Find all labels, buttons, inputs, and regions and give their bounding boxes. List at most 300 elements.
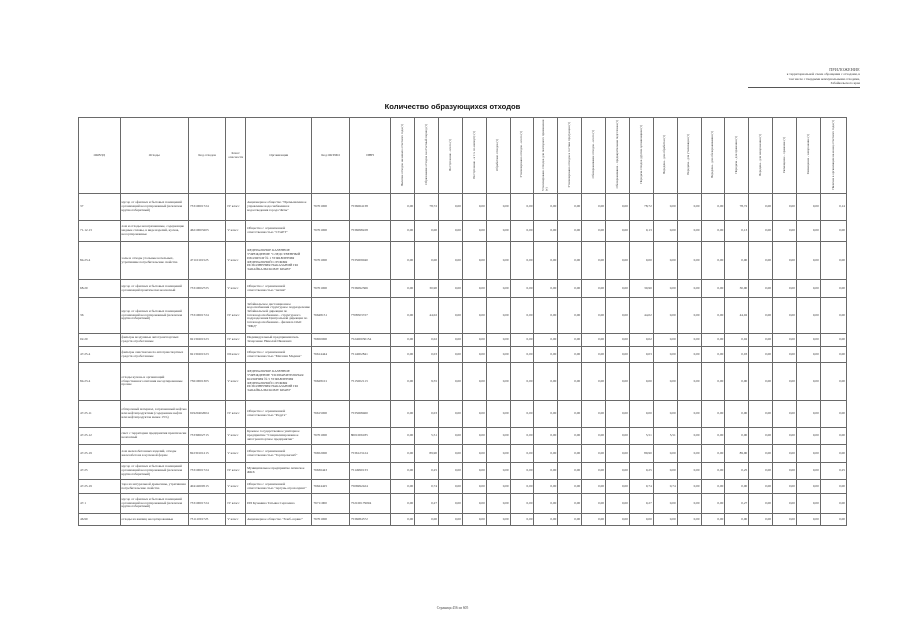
table-cell: 0,00: [391, 480, 415, 494]
table-cell: 0,00: [558, 280, 582, 298]
table-row: [79, 280, 847, 298]
column-header-label: Передача - для обезвреживания (т): [710, 131, 715, 179]
table-cell: IV класс: [226, 463, 246, 480]
table-cell: 0,74: [415, 480, 439, 494]
table-cell: 76711000: [312, 494, 349, 514]
table-cell: 47.25.19: [79, 445, 121, 463]
table-cell: 0,00: [582, 514, 606, 526]
table-cell: 0,00: [534, 298, 558, 334]
table-cell: 0,00: [486, 514, 510, 526]
table-cell: 0,00: [510, 334, 534, 347]
table-cell: 89,90: [415, 445, 439, 463]
table-cell: ИП Кузьмина Татьяна Сергеевна: [246, 494, 312, 514]
table-cell: 0,00: [391, 445, 415, 463]
table-cell: 0,00: [773, 463, 797, 480]
table-cell: 0,00: [391, 347, 415, 363]
table-cell: 0,00: [701, 480, 725, 494]
table-cell: 0,13: [725, 221, 749, 242]
table-cell: 0,00: [820, 334, 846, 347]
column-header: Отходы: [120, 118, 188, 194]
table-cell: 0,00: [606, 494, 630, 514]
table-cell: 0,00: [725, 242, 749, 280]
column-header-label: Наличие в организации на конец отчетного года (т): [830, 119, 835, 190]
table-cell: 0,00: [606, 428, 630, 445]
table-cell: 0,00: [653, 242, 677, 280]
table-cell: 76701000: [312, 194, 349, 221]
table-cell: 0,00: [415, 514, 439, 526]
table-cell: 0,02: [415, 334, 439, 347]
table-cell: 0,00: [773, 480, 797, 494]
table-cell: 0,00: [462, 347, 486, 363]
table-cell: 0,00: [749, 280, 773, 298]
appendix-rule: [748, 87, 860, 88]
table-cell: 47110101525: [188, 242, 225, 280]
table-cell: 0,00: [462, 280, 486, 298]
column-header: ОКВЭД: [79, 118, 121, 194]
column-header: [606, 118, 630, 194]
table-cell: 0,00: [725, 480, 749, 494]
table-cell: 7514990133: [349, 463, 391, 480]
table-cell: 0,00: [582, 401, 606, 428]
table-cell: 47.25.11: [79, 401, 121, 428]
table-cell: 73310001724: [188, 298, 225, 334]
table-row: [79, 463, 847, 480]
table-cell: 30,90: [415, 280, 439, 298]
table-cell: V класс: [226, 221, 246, 242]
column-header: [796, 118, 820, 194]
table-cell: 0,00: [510, 445, 534, 463]
table-cell: 0,00: [606, 298, 630, 334]
table-cell: мусор от офисных и бытовых помещений организаций несортированный (исключая крупногабаритный): [120, 298, 188, 334]
table-cell: 0,00: [558, 463, 582, 480]
table-cell: 0,00: [582, 242, 606, 280]
table-cell: 0,00: [582, 347, 606, 363]
table-cell: 0,00: [558, 334, 582, 347]
table-cell: 0,00: [558, 428, 582, 445]
table-cell: 0,00: [796, 194, 820, 221]
table-cell: 89,90: [629, 445, 653, 463]
table-cell: 0,00: [796, 401, 820, 428]
table-cell: 82230101215: [188, 445, 225, 463]
table-cell: 76624425: [312, 480, 349, 494]
column-header: [510, 118, 534, 194]
table-cell: 0,00: [391, 363, 415, 401]
table-cell: 0,00: [796, 463, 820, 480]
table-cell: 7536084572: [349, 514, 391, 526]
table-cell: смет с территории предприятия практически неопасный: [120, 428, 188, 445]
table-cell: 0,00: [534, 494, 558, 514]
table-cell: 0,25: [629, 463, 653, 480]
table-cell: IV класс: [226, 334, 246, 347]
table-cell: 0,00: [606, 514, 630, 526]
table-row: [79, 480, 847, 494]
table-cell: V класс: [226, 242, 246, 280]
table-cell: 92130201523: [188, 347, 225, 363]
table-cell: 0,00: [486, 334, 510, 347]
table-cell: 73310001724: [188, 494, 225, 514]
table-cell: 0,00: [462, 194, 486, 221]
table-cell: 0,00: [462, 221, 486, 242]
table-cell: 0,00: [462, 363, 486, 401]
table-cell: 0,00: [606, 221, 630, 242]
table-cell: 91920402604: [188, 401, 225, 428]
table-cell: 0,00: [653, 334, 677, 347]
table-cell: 0,00: [558, 347, 582, 363]
table-cell: 0,00: [629, 514, 653, 526]
table-cell: 0,00: [677, 194, 701, 221]
column-header-label: Утилизировано отходов для повторного применения (т): [541, 119, 549, 191]
table-cell: 7536092366: [349, 280, 391, 298]
table-cell: 0,00: [701, 514, 725, 526]
table-cell: 0,00: [820, 480, 846, 494]
table-cell: 0,00: [701, 428, 725, 445]
column-header: [534, 118, 558, 194]
table-cell: 0,00: [486, 363, 510, 401]
table-cell: 0,00: [534, 334, 558, 347]
table-cell: 76701000: [312, 428, 349, 445]
table-cell: 0,00: [701, 298, 725, 334]
table-cell: 0,00: [796, 221, 820, 242]
table-cell: 0,00: [510, 194, 534, 221]
table-cell: 0,00: [749, 334, 773, 347]
table-cell: 0,03: [725, 347, 749, 363]
column-header-label: Утилизировано отходов - всего (т): [519, 131, 524, 178]
table-cell: 0,00: [558, 514, 582, 526]
table-cell: 78,72: [415, 194, 439, 221]
table-cell: 0,00: [439, 221, 463, 242]
table-cell: 0,00: [677, 347, 701, 363]
table-cell: 0,00: [749, 514, 773, 526]
table-cell: 0,00: [820, 347, 846, 363]
table-cell: 0,00: [582, 280, 606, 298]
table-cell: 7535068460: [349, 401, 391, 428]
table-cell: 0,00: [701, 363, 725, 401]
column-header: [462, 118, 486, 194]
table-cell: Акционерное общество "Промышленное управление водоснабжения и водоотведения города Читы": [246, 194, 312, 221]
table-cell: 0,00: [582, 463, 606, 480]
column-header: Класс опасности: [226, 118, 246, 194]
table-cell: 76650000: [312, 334, 349, 347]
table-cell: 76701000: [312, 280, 349, 298]
table-cell: 0,00: [653, 221, 677, 242]
table-cell: 0,00: [701, 445, 725, 463]
table-cell: 0,00: [486, 194, 510, 221]
table-cell: 0,00: [677, 463, 701, 480]
table-cell: 0,00: [486, 401, 510, 428]
table-cell: ФЕДЕРАЛЬНОЕ КАЗЕННОЕ УЧРЕЖДЕНИЕ "ИСПРАВИТЕЛЬНАЯ КОЛОНИЯ № 5 УПРАВЛЕНИЯ ФЕДЕРАЛЬНОЙ СЛУЖБЫ ИСПОЛНЕНИЯ НАКАЗАНИЙ ПО ЗАБАЙКАЛЬСКОМУ КРАЮ": [246, 363, 312, 401]
table-cell: мусор от офисных и бытовых помещений организаций несортированный (исключая крупногабаритный): [120, 194, 188, 221]
table-cell: 0,00: [391, 401, 415, 428]
table-cell: 0,00: [796, 363, 820, 401]
column-header-label: Утилизировано отходов в составе продукции (т): [566, 121, 571, 188]
table-cell: 0,00: [725, 514, 749, 526]
table-cell: 76636443: [312, 463, 349, 480]
table-cell: III класс: [226, 347, 246, 363]
table-cell: 0,00: [582, 298, 606, 334]
table-cell: 0,00: [677, 401, 701, 428]
table-cell: 0,00: [653, 445, 677, 463]
table-cell: 0,00: [606, 363, 630, 401]
table-cell: 0,00: [606, 347, 630, 363]
table-cell: 0,00: [439, 334, 463, 347]
column-header-label: Размещение - захоронение (т): [805, 134, 810, 175]
table-cell: 36: [79, 298, 121, 334]
table-cell: 84.23.4: [79, 363, 121, 401]
table-cell: 0,00: [677, 480, 701, 494]
table-cell: 0,00: [725, 428, 749, 445]
column-header: [773, 118, 797, 194]
table-cell: 30,90: [629, 280, 653, 298]
table-cell: 5,51: [629, 428, 653, 445]
table-cell: 0,03: [629, 347, 653, 363]
table-cell: 76701000: [312, 242, 349, 280]
table-cell: лом и отходы незагрязненные, содержащие медные сплавы, в виде изделий, кусков, несортированные: [120, 221, 188, 242]
table-cell: 0,00: [749, 445, 773, 463]
table-row: [79, 347, 847, 363]
table-cell: 0,00: [629, 242, 653, 280]
table-cell: 0,27: [629, 494, 653, 514]
table-cell: Муниципальное предприятие Агинское ЖКХ: [246, 463, 312, 480]
table-cell: 0,00: [773, 445, 797, 463]
table-cell: Общество с ограниченной ответственностью "Торгпромснаб": [246, 445, 312, 463]
table-cell: Общество с ограниченной ответственностью "Радуга": [246, 401, 312, 428]
table-cell: 0,00: [749, 298, 773, 334]
table-cell: 0,00: [462, 514, 486, 526]
table-cell: 0,00: [677, 445, 701, 463]
page-footer: Страница 456 из 605: [436, 606, 469, 610]
table-cell: 0,03: [415, 347, 439, 363]
table-cell: 0,00: [796, 334, 820, 347]
table-cell: 0,00: [773, 363, 797, 401]
table-cell: 7535009040: [349, 242, 391, 280]
table-cell: 0,00: [415, 242, 439, 280]
table-cell: 0,00: [534, 363, 558, 401]
appendix-line: том числе с твердыми коммунальными отходами,: [788, 76, 860, 81]
column-header-label: Обезвреживание отходов - всего (т): [590, 130, 595, 179]
table-cell: 78,72: [629, 194, 653, 221]
table-cell: Общество с ограниченной ответственностью "Магазин Мадина": [246, 347, 312, 363]
table-cell: отходы из жилищ несортированные: [120, 514, 188, 526]
column-header: [701, 118, 725, 194]
table-cell: 8001006185: [349, 428, 391, 445]
table-cell: 0,00: [439, 194, 463, 221]
table-cell: 0,00: [677, 363, 701, 401]
table-cell: 0,00: [773, 242, 797, 280]
table-cell: тара из натуральной древесины, утратившая потребительские свойства: [120, 480, 188, 494]
appendix-title: ПРИЛОЖЕНИЕ: [829, 67, 860, 72]
table-cell: 0,00: [462, 480, 486, 494]
table-cell: 0,00: [486, 480, 510, 494]
table-cell: V класс: [226, 428, 246, 445]
column-header: [653, 118, 677, 194]
table-cell: 0,02: [629, 334, 653, 347]
table-cell: 0,00: [439, 445, 463, 463]
table-cell: 0,74: [629, 480, 653, 494]
table-cell: 0,00: [391, 194, 415, 221]
table-cell: мусор от офисных и бытовых помещений организаций практически неопасный: [120, 280, 188, 298]
table-cell: 0,00: [773, 514, 797, 526]
table-cell: 76648151: [312, 298, 349, 334]
table-cell: 0,00: [486, 428, 510, 445]
column-header-label: Передача - для утилизации (т): [686, 134, 691, 176]
table-cell: 68.20: [79, 280, 121, 298]
table-cell: мусор от офисных и бытовых помещений организаций несортированный (исключая крупногабаритный): [120, 463, 188, 480]
table-cell: 0,00: [462, 463, 486, 480]
table-cell: 0,00: [439, 401, 463, 428]
table-cell: 7506992424: [349, 480, 391, 494]
table-cell: 0,00: [486, 463, 510, 480]
table-cell: 0,00: [534, 347, 558, 363]
table-cell: 0,00: [558, 298, 582, 334]
table-cell: 0,00: [701, 221, 725, 242]
table-cell: 0,00: [653, 463, 677, 480]
table-cell: 0,14: [820, 194, 846, 221]
appendix-line: к территориальной схеме обращения с отходами, в: [786, 72, 860, 77]
table-cell: мусор от офисных и бытовых помещений организаций несортированный (исключая крупногабаритный): [120, 494, 188, 514]
table-cell: 0,00: [582, 194, 606, 221]
table-cell: 73310001724: [188, 194, 225, 221]
table-cell: 02.20: [79, 334, 121, 347]
table-cell: 0,00: [677, 514, 701, 526]
table-cell: 0,00: [701, 401, 725, 428]
table-cell: 0,00: [606, 463, 630, 480]
table-cell: 0,00: [677, 280, 701, 298]
table-cell: 0,27: [725, 494, 749, 514]
table-cell: 73111001725: [188, 514, 225, 526]
table-cell: 76701000: [312, 514, 349, 526]
table-cell: 0,00: [558, 194, 582, 221]
table-row: [79, 363, 847, 401]
table-cell: 0,00: [510, 242, 534, 280]
table-cell: 5,51: [653, 428, 677, 445]
table-cell: 78,72: [725, 194, 749, 221]
appendix-line: Забайкальского края: [830, 80, 860, 85]
table-cell: 0,00: [439, 298, 463, 334]
table-cell: 30,90: [725, 280, 749, 298]
table-cell: 0,00: [534, 445, 558, 463]
table-cell: 0,00: [773, 494, 797, 514]
table-cell: 0,00: [558, 363, 582, 401]
column-header: Код ОКТМО: [312, 118, 349, 194]
table-cell: 0,00: [749, 221, 773, 242]
column-header-label: Образование отходов за отчетный период (т): [423, 124, 428, 186]
table-cell: 71.12.13: [79, 221, 121, 242]
table-cell: V класс: [226, 445, 246, 463]
column-header: Код отходов: [188, 118, 225, 194]
table-row: [79, 298, 847, 334]
table-cell: 0,00: [510, 494, 534, 514]
table-cell: 0,27: [415, 494, 439, 514]
table-cell: 0,00: [510, 347, 534, 363]
table-row: [79, 242, 847, 280]
table-cell: 0,00: [415, 221, 439, 242]
table-cell: 0,00: [391, 334, 415, 347]
table-cell: 0,00: [391, 494, 415, 514]
table-row: [79, 221, 847, 242]
table-cell: 0,00: [677, 334, 701, 347]
table-cell: 0,00: [391, 280, 415, 298]
table-cell: 0,00: [653, 401, 677, 428]
table-cell: 0,00: [820, 221, 846, 242]
table-cell: 0,00: [534, 280, 558, 298]
table-cell: 0,00: [558, 494, 582, 514]
table-cell: 0,00: [773, 334, 797, 347]
table-cell: 0,00: [606, 480, 630, 494]
table-cell: 0,00: [677, 242, 701, 280]
table-cell: 0,00: [462, 298, 486, 334]
column-header: ИНН: [349, 118, 391, 194]
table-cell: 0,00: [486, 494, 510, 514]
table-cell: 73310002725: [188, 280, 225, 298]
table-cell: 0,00: [439, 428, 463, 445]
table-cell: 47.25.4: [79, 347, 121, 363]
table-cell: 0,00: [820, 401, 846, 428]
table-cell: 0,00: [462, 242, 486, 280]
table-cell: 44,02: [725, 298, 749, 334]
column-header-label: Передача - для обработки (т): [662, 135, 667, 175]
table-cell: Общество с ограниченной ответственностью "Аргунь-агрохолдинг": [246, 480, 312, 494]
table-cell: 7708503727: [349, 298, 391, 334]
column-header: [558, 118, 582, 194]
table-cell: 0,00: [701, 194, 725, 221]
table-cell: 0,00: [773, 401, 797, 428]
table-cell: 0,25: [725, 463, 749, 480]
table-cell: фильтры очистки масла автотранспортных средств отработанные: [120, 347, 188, 363]
table-cell: 0,03: [415, 401, 439, 428]
table-cell: 0,00: [749, 363, 773, 401]
table-cell: IV класс: [226, 298, 246, 334]
table-cell: 0,00: [582, 334, 606, 347]
table-cell: 0,00: [391, 242, 415, 280]
table-cell: 0,00: [462, 401, 486, 428]
table-cell: Акционерное общество "Хлеб-сервис": [246, 514, 312, 526]
table-cell: IV класс: [226, 194, 246, 221]
table-cell: 0,00: [701, 242, 725, 280]
table-cell: 0,00: [582, 428, 606, 445]
table-cell: 0,00: [439, 347, 463, 363]
table-cell: 0,00: [558, 480, 582, 494]
table-cell: 0,00: [796, 280, 820, 298]
table-cell: 0,00: [749, 401, 773, 428]
table-cell: 0,00: [558, 242, 582, 280]
table-cell: 0,00: [510, 514, 534, 526]
table-cell: 0,00: [820, 494, 846, 514]
column-header-label: Размещение - хранение (т): [781, 136, 786, 173]
table-cell: 0,00: [677, 428, 701, 445]
column-header-label: Передача - для хранения (т): [733, 135, 738, 174]
table-cell: 44,02: [415, 298, 439, 334]
column-header-label: Обработано отходов (т): [495, 138, 500, 171]
table-cell: 0,00: [796, 514, 820, 526]
table-cell: 40414000515: [188, 480, 225, 494]
table-cell: 0,00: [486, 221, 510, 242]
table-cell: 0,00: [701, 334, 725, 347]
table-cell: 0,00: [391, 428, 415, 445]
table-cell: обтирочный материал, загрязненный нефтью или нефтепродуктами (содержание нефти или нефтепродуктов менее 15%): [120, 401, 188, 428]
table-cell: 0,00: [510, 480, 534, 494]
table-cell: 7536064138: [349, 194, 391, 221]
table-cell: 0,00: [582, 363, 606, 401]
table-cell: 0,00: [558, 221, 582, 242]
column-header: [725, 118, 749, 194]
table-cell: ФЕДЕРАЛЬНОЕ КАЗЕННОЕ УЧРЕЖДЕНИЕ "СЛЕДСТВЕННЫЙ ИЗОЛЯТОР № 1 УПРАВЛЕНИЯ ФЕДЕРАЛЬНОЙ СЛУЖБЫ ИСПОЛНЕНИЯ НАКАЗАНИЙ ПО ЗАБАЙКАЛЬСКОМУ КРАЮ": [246, 242, 312, 280]
table-cell: 0,00: [701, 494, 725, 514]
table-cell: 0,00: [820, 428, 846, 445]
table-cell: 752100179094: [349, 494, 391, 514]
table-cell: 0,00: [439, 363, 463, 401]
table-cell: 0,00: [677, 494, 701, 514]
column-header: [820, 118, 846, 194]
